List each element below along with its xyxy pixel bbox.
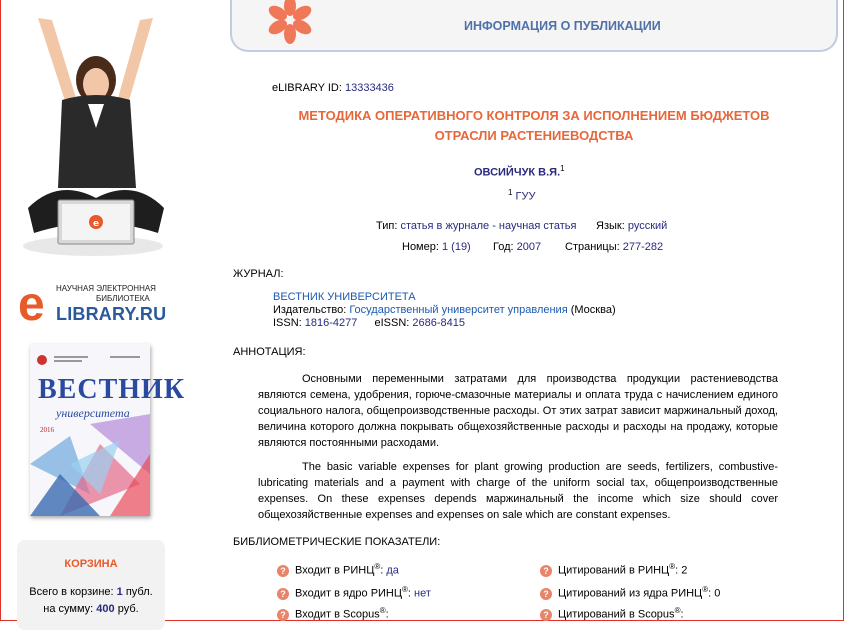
citations-core-value: 0: [714, 587, 721, 600]
abstract-ru: Основными переменными затратами для производства продукции растениеводства являются семена, удобрения, горюче-смазочные материалы и оплата труда с начислением единого социального налога, общепроизводственные расходы. От этих затрат зависит маржинальный доход, величина которого должна покрывать общехозяйственные расходы и расходы на продажу, которые являются постоянными расходами.: [258, 373, 778, 449]
elibrary-id-value: 13333436: [344, 82, 394, 94]
journal-name-link[interactable]: ВЕСТНИК УНИВЕРСИТЕТА: [273, 291, 416, 303]
cover-year: 2016: [40, 426, 54, 434]
help-icon[interactable]: ?: [277, 588, 289, 600]
publication-language: Язык: русский: [596, 220, 668, 232]
cover-title: ВЕСТНИК: [38, 374, 186, 405]
cart-sum-value: 400: [96, 603, 115, 615]
publisher-link[interactable]: Государственный университет управления: [349, 304, 568, 316]
abstract-section-title: АННОТАЦИЯ:: [233, 346, 306, 358]
left-sidebar: [0, 0, 214, 622]
logo-name: LIBRARY.RU: [56, 304, 167, 324]
cart-panel: [17, 540, 165, 630]
cart-sum: на сумму: 400 руб.: [43, 603, 139, 615]
logo-e-letter: e: [18, 278, 45, 331]
affiliation: $^1$ ГУУ: [508, 188, 536, 203]
author-link[interactable]: ОВСИЙЧУК В.Я.$^1$: [474, 164, 565, 179]
promo-woman-illustration: [18, 8, 168, 258]
metric-scopus: ? Входит в Scopus®:: [277, 606, 389, 621]
citations-rinc-value[interactable]: 2: [681, 564, 688, 577]
cart-count: Всего в корзине: 1 публ.: [29, 586, 153, 598]
elibrary-logo[interactable]: [18, 278, 178, 331]
publication-title: МЕТОДИКА ОПЕРАТИВНОГО КОНТРОЛЯ ЗА ИСПОЛНЕНИЕМ БЮДЖЕТОВ ОТРАСЛИ РАСТЕНИЕВОДСТВА: [298, 108, 770, 143]
abstract-text: [258, 371, 778, 523]
journal-cover[interactable]: [30, 344, 186, 516]
header-title: ИНФОРМАЦИЯ О ПУБЛИКАЦИИ: [464, 19, 661, 33]
abstract-en: The basic variable expenses for plant growing production are seeds, fertilizers, combustive-lubricating materials and a payment with charge of the uniform social tax, общепроизводственные expenses. On these expenses depends маржинальный the income which size should cover общехозяйственные expenses and expenses on sale which are constant expenses.: [258, 461, 778, 521]
metric-citations-rinc: ? Цитирований в РИНЦ®: 2: [540, 562, 687, 577]
svg-text:e: e: [93, 219, 100, 229]
flower-icon: [264, 0, 316, 48]
help-icon[interactable]: ?: [277, 609, 289, 621]
issue-number: Номер: 1 (19): [402, 241, 471, 253]
metric-rinc-core: ? Входит в ядро РИНЦ®: нет: [277, 585, 431, 600]
help-icon[interactable]: ?: [540, 565, 552, 577]
elibrary-id: eLIBRARY ID: 13333436: [272, 82, 394, 94]
metric-citations-core: ? Цитирований из ядра РИНЦ®: 0: [540, 585, 720, 600]
issue-number-link[interactable]: 1 (19): [441, 241, 471, 253]
journal-issn: ISSN: 1816-4277 eISSN: 2686-8415: [273, 317, 465, 329]
metric-rinc-value[interactable]: да: [386, 564, 399, 577]
cover-subtitle: университета: [56, 406, 130, 420]
help-icon[interactable]: ?: [540, 609, 552, 621]
metric-core-value[interactable]: нет: [414, 587, 431, 600]
journal-publisher: Издательство: Государственный университет управления (Москва): [273, 304, 616, 316]
cart-count-value[interactable]: 1: [116, 586, 123, 598]
logo-tagline: НАУЧНАЯ ЭЛЕКТРОННАЯ БИБЛИОТЕКА: [56, 284, 156, 303]
help-icon[interactable]: ?: [540, 588, 552, 600]
section-header: [230, 0, 838, 52]
cart-title: КОРЗИНА: [64, 558, 118, 570]
metric-rinc: ? Входит в РИНЦ®: да: [277, 562, 399, 577]
publication-type: Тип: статья в журнале - научная статья: [376, 220, 577, 232]
biblio-section-title: БИБЛИОМЕТРИЧЕСКИЕ ПОКАЗАТЕЛИ:: [233, 536, 441, 548]
help-icon[interactable]: ?: [277, 565, 289, 577]
metric-citations-scopus: ? Цитирований в Scopus®:: [540, 606, 684, 621]
affiliation-link[interactable]: ГУУ: [515, 190, 536, 203]
publication-year: Год: 2007: [493, 241, 542, 253]
journal-section-title: ЖУРНАЛ:: [233, 268, 284, 280]
publication-pages: Страницы: 277-282: [565, 241, 664, 253]
